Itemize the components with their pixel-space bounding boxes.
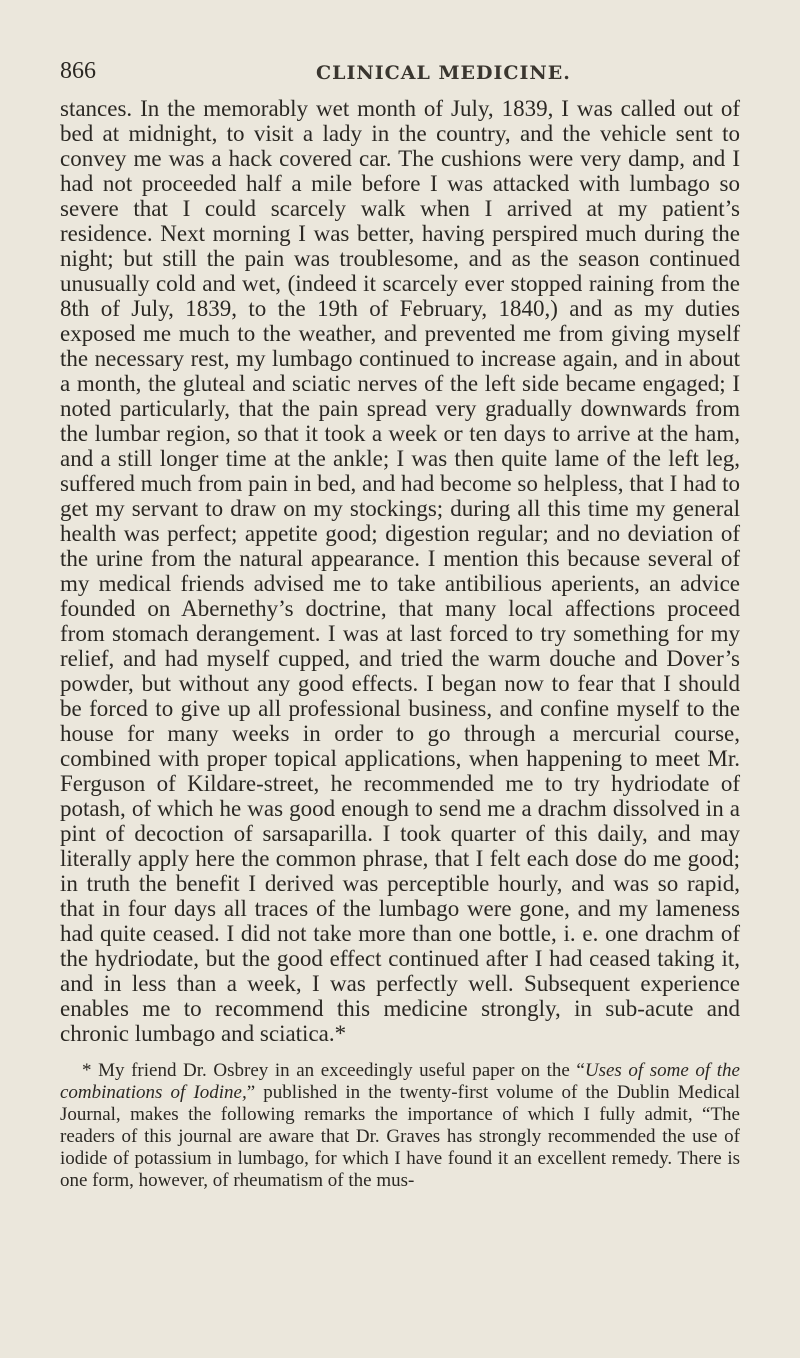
running-head (60, 52, 740, 88)
running-title: CLINICAL MEDICINE. (316, 62, 571, 84)
footnote-text-start: * My friend Dr. Osbrey in an exceedingly useful paper on the “ (82, 1060, 585, 1081)
footnote (60, 1060, 740, 1192)
body-paragraph: stances. In the memorably wet month of July, 1839, I was called out of bed at midnight, to visit a lady in the country, and the vehicle sent to convey me was a hack covered car. The cushions were very damp, and I had not proceeded half a mile before I was attacked with lumbago so severe that I could scarcely walk when I arrived at my patient’s residence. Next morning I was better, having perspired much during the night; but still the pain was troublesome, and as the season continued unusually cold and wet, (indeed it scarcely ever stopped raining from the 8th of July, 1839, to the 19th of February, 1840,) and as my duties exposed me much to the weather, and prevented me from giving myself the necessary rest, my lumbago continued to increase again, and in about a month, the gluteal and sciatic nerves of the left side became engaged; I noted particularly, that the pain spread very gradually downwards from the lumbar region, so that it took a week or ten days to arrive at the ham, and a still longer time at the ankle; I was then quite lame of the left leg, suffered much from pain in bed, and had become so helpless, that I had to get my servant to draw on my stockings; during all this time my general health was perfect; appetite good; digestion regular; and no deviation of the urine from the natural appearance. I mention this because several of my medical friends advised me to take antibilious aperients, an advice founded on Abernethy’s doctrine, that many local affections proceed from stomach derangement. I was at last forced to try something for my relief, and had myself cupped, and tried the warm douche and Dover’s powder, but without any good effects. I began now to fear that I should be forced to give up all professional business, and confine myself to the house for many weeks in order to go through a mercurial course, combined with proper topical applications, when happening to meet Mr. Ferguson of Kildare-street, he recommended me to try hydriodate of potash, of which he was good enough to send me a drachm dissolved in a pint of decoction of sarsaparilla. I took quarter of this daily, and may literally apply here the common phrase, that I felt each dose do me good; in truth the benefit I derived was perceptible hourly, and was so rapid, that in four days all traces of the lumbago were gone, and my lameness had quite ceased. I did not take more than one bottle, i. e. one drachm of the hydriodate, but the good effect continued after I had ceased taking it, and in less than a week, I was perfectly well. Subsequent experience enables me to recommend this medicine strongly, in sub-acute and chronic lumbago and sciatica.* (60, 96, 740, 1046)
page-number: 866 (60, 58, 96, 84)
footnote-text-end: ” published in the twenty-first volume of the Dublin Medical Journal, makes the following remarks the importance of which I fully admit, “The readers of this journal are aware that Dr. Graves has strongly recommended the use of iodide of potassium in lumbago, for which I have found it an excellent remedy. There is one form, however, of rheumatism of the mus- (60, 1082, 741, 1191)
footnote-cited-title: Uses of some of the combinations of Iodine, (60, 1060, 740, 1103)
